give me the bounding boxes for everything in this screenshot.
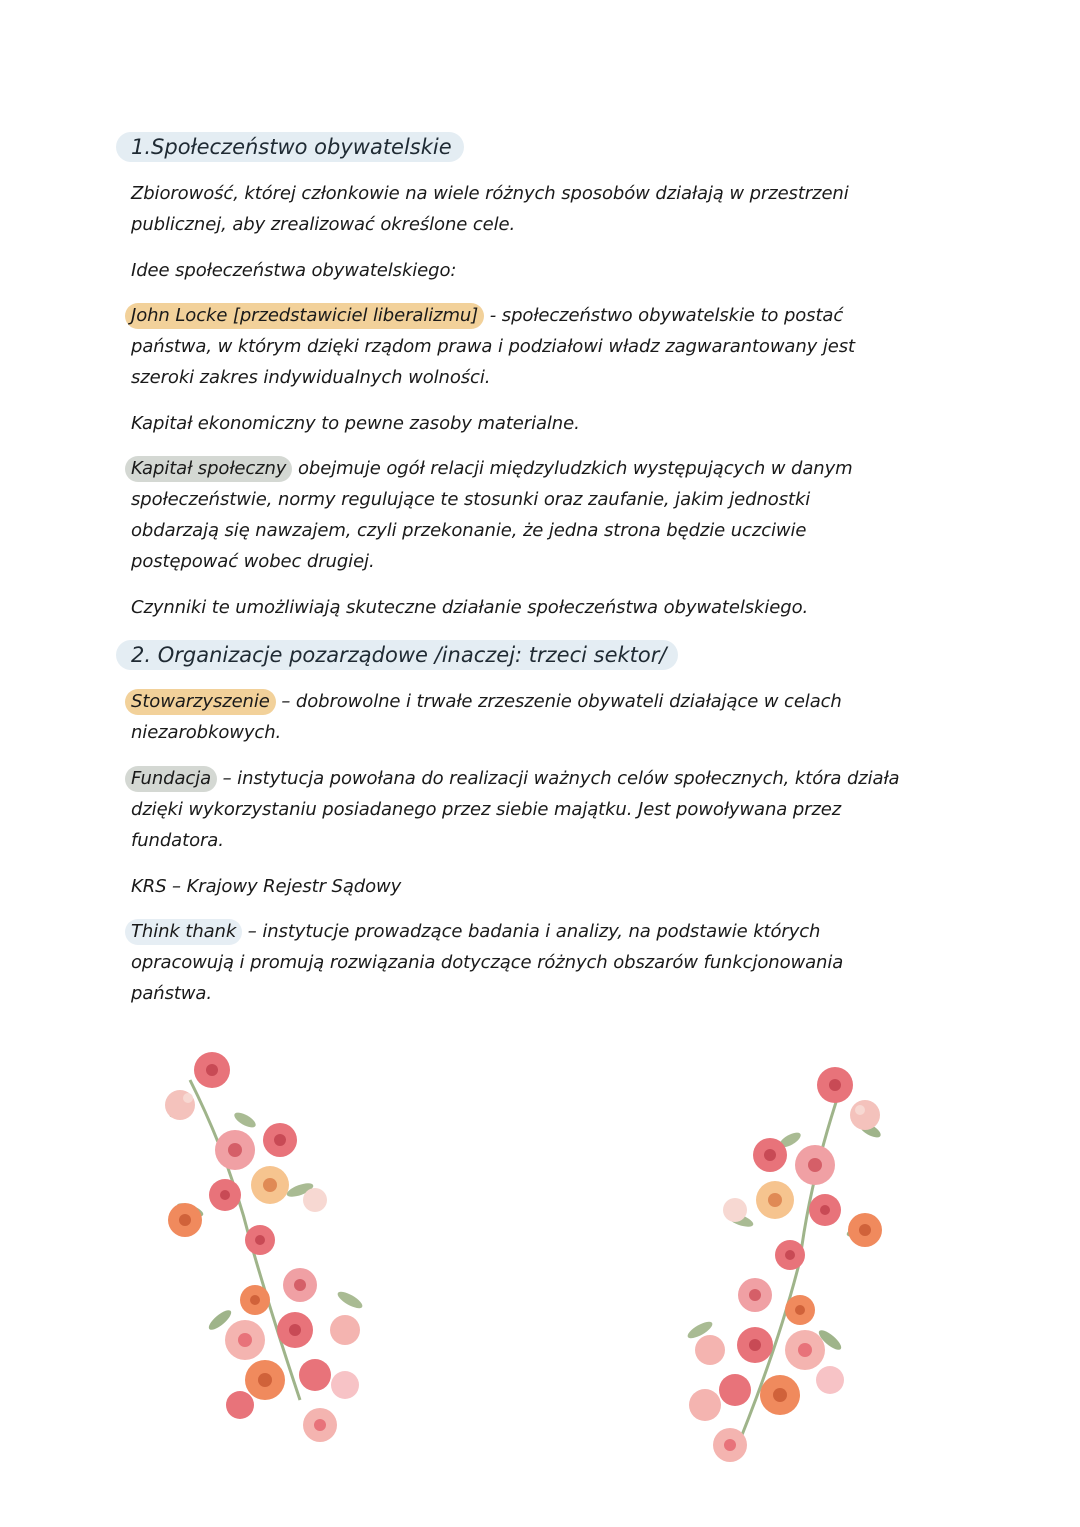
factors-paragraph: Czynniki te umożliwiają skuteczne działanie społeczeństwa obywatelskiego.	[131, 597, 809, 618]
foundation-line-2: dzięki wykorzystaniu posiadanego przez siebie majątku. Jest powoływana przez	[131, 799, 842, 820]
flower-cluster-top	[165, 1052, 365, 1400]
ideas-label: Idee społeczeństwa obywatelskiego:	[131, 260, 457, 281]
association-term: Stowarzyszenie	[125, 689, 276, 715]
locke-line-3: szeroki zakres indywidualnych wolności.	[131, 367, 491, 388]
section-1-heading: 1.Społeczeństwo obywatelskie	[116, 132, 464, 162]
foundation-line-3: fundatora.	[131, 830, 224, 851]
think-tank-term: Think thank	[125, 919, 242, 945]
section-2-heading: 2. Organizacje pozarządowe /inaczej: trzeci sektor/	[116, 640, 678, 670]
association-line-2: niezarobkowych.	[131, 722, 282, 743]
krs-paragraph: KRS – Krajowy Rejestr Sądowy	[131, 876, 402, 897]
foundation-paragraph	[131, 763, 991, 856]
definition-paragraph	[131, 178, 991, 240]
locke-dash: -	[484, 305, 502, 326]
foundation-term: Fundacja	[125, 766, 217, 792]
social-capital-line-1: obejmuje ogół relacji międzyludzkich występujących w danym	[292, 458, 853, 479]
think-tank-paragraph	[131, 916, 991, 1009]
association-paragraph	[131, 686, 991, 748]
think-tank-line-2: opracowują i promują rozwiązania dotyczące różnych obszarów funkcjonowania	[131, 952, 844, 973]
floral-bouquet-left	[150, 1040, 380, 1450]
social-capital-line-4: postępować wobec drugiej.	[131, 551, 375, 572]
foundation-line-1: – instytucja powołana do realizacji ważnych celów społecznych, która działa	[217, 768, 900, 789]
association-line-1: – dobrowolne i trwałe zrzeszenie obywateli działające w celach	[275, 691, 842, 712]
think-tank-line-1: – instytucje prowadzące badania i analizy, na podstawie których	[242, 921, 821, 942]
locke-paragraph	[131, 300, 991, 393]
locke-term: John Locke [przedstawiciel liberalizmu]	[125, 303, 484, 329]
definition-line-2: publicznej, aby zrealizować określone cele.	[131, 214, 516, 235]
economic-capital-paragraph: Kapitał ekonomiczny to pewne zasoby materialne.	[131, 413, 580, 434]
social-capital-paragraph	[131, 453, 991, 577]
locke-line-2: państwa, w którym dzięki rządom prawa i podziałowi władz zagwarantowany jest	[131, 336, 855, 357]
definition-line-1: Zbiorowość, której członkowie na wiele różnych sposobów działają w przestrzeni	[131, 183, 849, 204]
locke-line-1: społeczeństwo obywatelskie to postać	[501, 305, 844, 326]
floral-bouquet-right	[680, 1060, 910, 1470]
think-tank-line-3: państwa.	[131, 983, 212, 1004]
social-capital-line-3: obdarzają się nawzajem, czyli przekonanie, że jedna strona będzie uczciwie	[131, 520, 807, 541]
social-capital-line-2: społeczeństwie, normy regulujące te stosunki oraz zaufanie, jakim jednostki	[131, 489, 811, 510]
social-capital-term: Kapitał społeczny	[125, 456, 292, 482]
